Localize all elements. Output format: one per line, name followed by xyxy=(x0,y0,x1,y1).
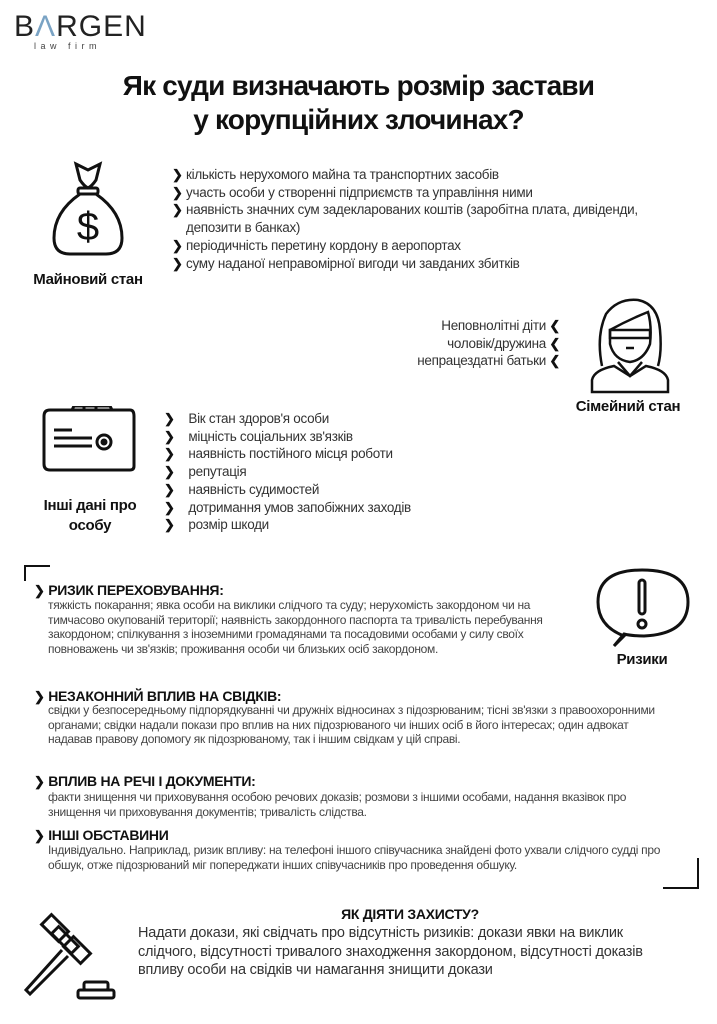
risk-heading: ❯ РИЗИК ПЕРЕХОВУВАННЯ: xyxy=(34,582,224,598)
page-title: у корупційних злочинах? xyxy=(193,104,524,135)
chevron-right-icon: ❯ xyxy=(34,689,45,704)
chevron-right-icon: ❯ xyxy=(172,237,183,253)
risk-body: факти знищення чи приховування особою речових доказів; розмови з іншими особами, надання вказівок про знищення чи приховування документів; тривалість слідства. xyxy=(48,790,627,819)
list-item: ❯ наявність значних сум задекларованих коштів (заробітна плата, дивіденди, депозити в банках) xyxy=(172,202,638,236)
list-item: ❯ участь особи у створенні підприємств та управління ними xyxy=(172,184,533,200)
risk-body: свідки у безпосередньому підпорядкуванні чи дружніх відносинах з підозрюваним; тісні зв'язки з правоохоронними органами; свідки надали покази про вплив на них підозрюваного чи інших осіб в його інтересах; один адвокат надавав правову допомогу як підозрюваному, так і іншим свідкам у цій справі. xyxy=(48,703,655,747)
logo xyxy=(14,10,147,44)
list-item: ❯ розмір шкоди xyxy=(164,517,269,533)
chevron-right-icon: ❯ xyxy=(164,428,175,444)
corner-bracket xyxy=(697,858,699,889)
chevron-right-icon: ❯ xyxy=(164,464,175,480)
chevron-right-icon: ❯ xyxy=(164,499,175,515)
list-item: чоловік/дружина ❮ xyxy=(447,335,560,351)
list-item: ❯ кількість нерухомого майна та транспортних засобів xyxy=(172,167,499,182)
property-label: Майновий стан xyxy=(33,271,143,288)
list-item: ❯ міцність соціальних зв'язків xyxy=(164,428,353,444)
person-icon xyxy=(588,296,672,394)
chevron-right-icon: ❯ xyxy=(34,583,45,598)
list-item: ❯ наявність постійного місця роботи xyxy=(164,446,393,462)
corner-bracket xyxy=(24,565,50,567)
list-item: ❯ наявність судимостей xyxy=(164,481,320,497)
list-item: ❯ репутація xyxy=(164,464,247,480)
list-item: ❯ дотримання умов запобіжних заходів xyxy=(164,499,411,515)
chevron-right-icon: ❯ xyxy=(164,481,175,497)
defense-body: Надати докази, які свідчать про відсутність ризиків: докази явки на виклик слідчого, відсутності тривалого знаходження закордоном, відсутності доказів впливу особи на свідків чи намагання знищити докази xyxy=(138,925,643,978)
risk-body: Індивідуально. Наприклад, ризик впливу: на телефоні іншого співучасника знайдені фото ухвали слідчого судді про обшук, отже підозрюваний міг попереджати інших співучасників про проведення обшуку. xyxy=(48,843,661,872)
logo-text: RGEN xyxy=(56,10,147,43)
page-title: Як суди визначають розмір застави xyxy=(122,70,595,101)
property-list xyxy=(172,166,692,272)
family-list xyxy=(300,317,560,370)
chevron-right-icon: ❯ xyxy=(34,774,45,789)
chevron-right-icon: ❯ xyxy=(172,167,183,182)
list-item: Неповнолітні діти ❮ xyxy=(441,318,560,333)
list-item: непрацездатні батьки ❮ xyxy=(417,353,560,369)
chevron-right-icon: ❯ xyxy=(172,184,183,200)
logo-tagline: law firm xyxy=(34,41,101,51)
chevron-left-icon: ❮ xyxy=(549,335,560,351)
family-label: Сімейний стан xyxy=(575,398,681,415)
corner-bracket xyxy=(663,887,699,889)
chevron-right-icon: ❯ xyxy=(164,411,175,426)
list-item: ❯ суму наданої неправомірної вигоди чи завданих збитків xyxy=(172,255,520,271)
risks-label: Ризики xyxy=(616,651,668,668)
chevron-left-icon: ❮ xyxy=(549,318,560,333)
exclamation-bubble-icon xyxy=(594,566,692,648)
gavel-icon xyxy=(20,908,120,1004)
chevron-right-icon: ❯ xyxy=(172,255,183,271)
chevron-left-icon: ❮ xyxy=(549,353,560,369)
logo-text: B xyxy=(14,10,36,43)
risk-heading: ❯ ІНШІ ОБСТАВИНИ xyxy=(34,827,169,843)
logo-accent: Λ xyxy=(35,10,57,43)
chevron-right-icon: ❯ xyxy=(164,517,175,533)
list-item: ❯ періодичність перетину кордону в аеропортах xyxy=(172,237,461,253)
other-list xyxy=(164,410,484,534)
list-item: ❯ Вік стан здоров'я особи xyxy=(164,411,329,426)
chevron-right-icon: ❯ xyxy=(172,202,183,218)
risk-heading: ❯ НЕЗАКОННИЙ ВПЛИВ НА СВІДКІВ: xyxy=(34,688,282,704)
defense-heading: ЯК ДІЯТИ ЗАХИСТУ? xyxy=(341,906,479,922)
chevron-right-icon: ❯ xyxy=(34,828,45,843)
chevron-right-icon: ❯ xyxy=(164,446,175,462)
svg-text:$: $ xyxy=(76,205,100,249)
risk-heading: ❯ ВПЛИВ НА РЕЧІ І ДОКУМЕНТИ: xyxy=(34,773,256,789)
risk-body: тяжкість покарання; явка особи на виклики слідчого та суду; нерухомість закордоном чи на тимчасово окупованій території; наявність закордонного паспорта та тривалість перебування закордоном; спілкування з іноземними громадянами та посадовими особами у силу своїх повноважень чи зв'язків; проживання особи чи близьких осіб закордоном. xyxy=(48,598,543,656)
corner-bracket xyxy=(24,565,26,581)
other-label: Інші дані про особу xyxy=(43,497,137,534)
folder-icon xyxy=(40,406,138,474)
money-bag-icon xyxy=(48,160,128,260)
